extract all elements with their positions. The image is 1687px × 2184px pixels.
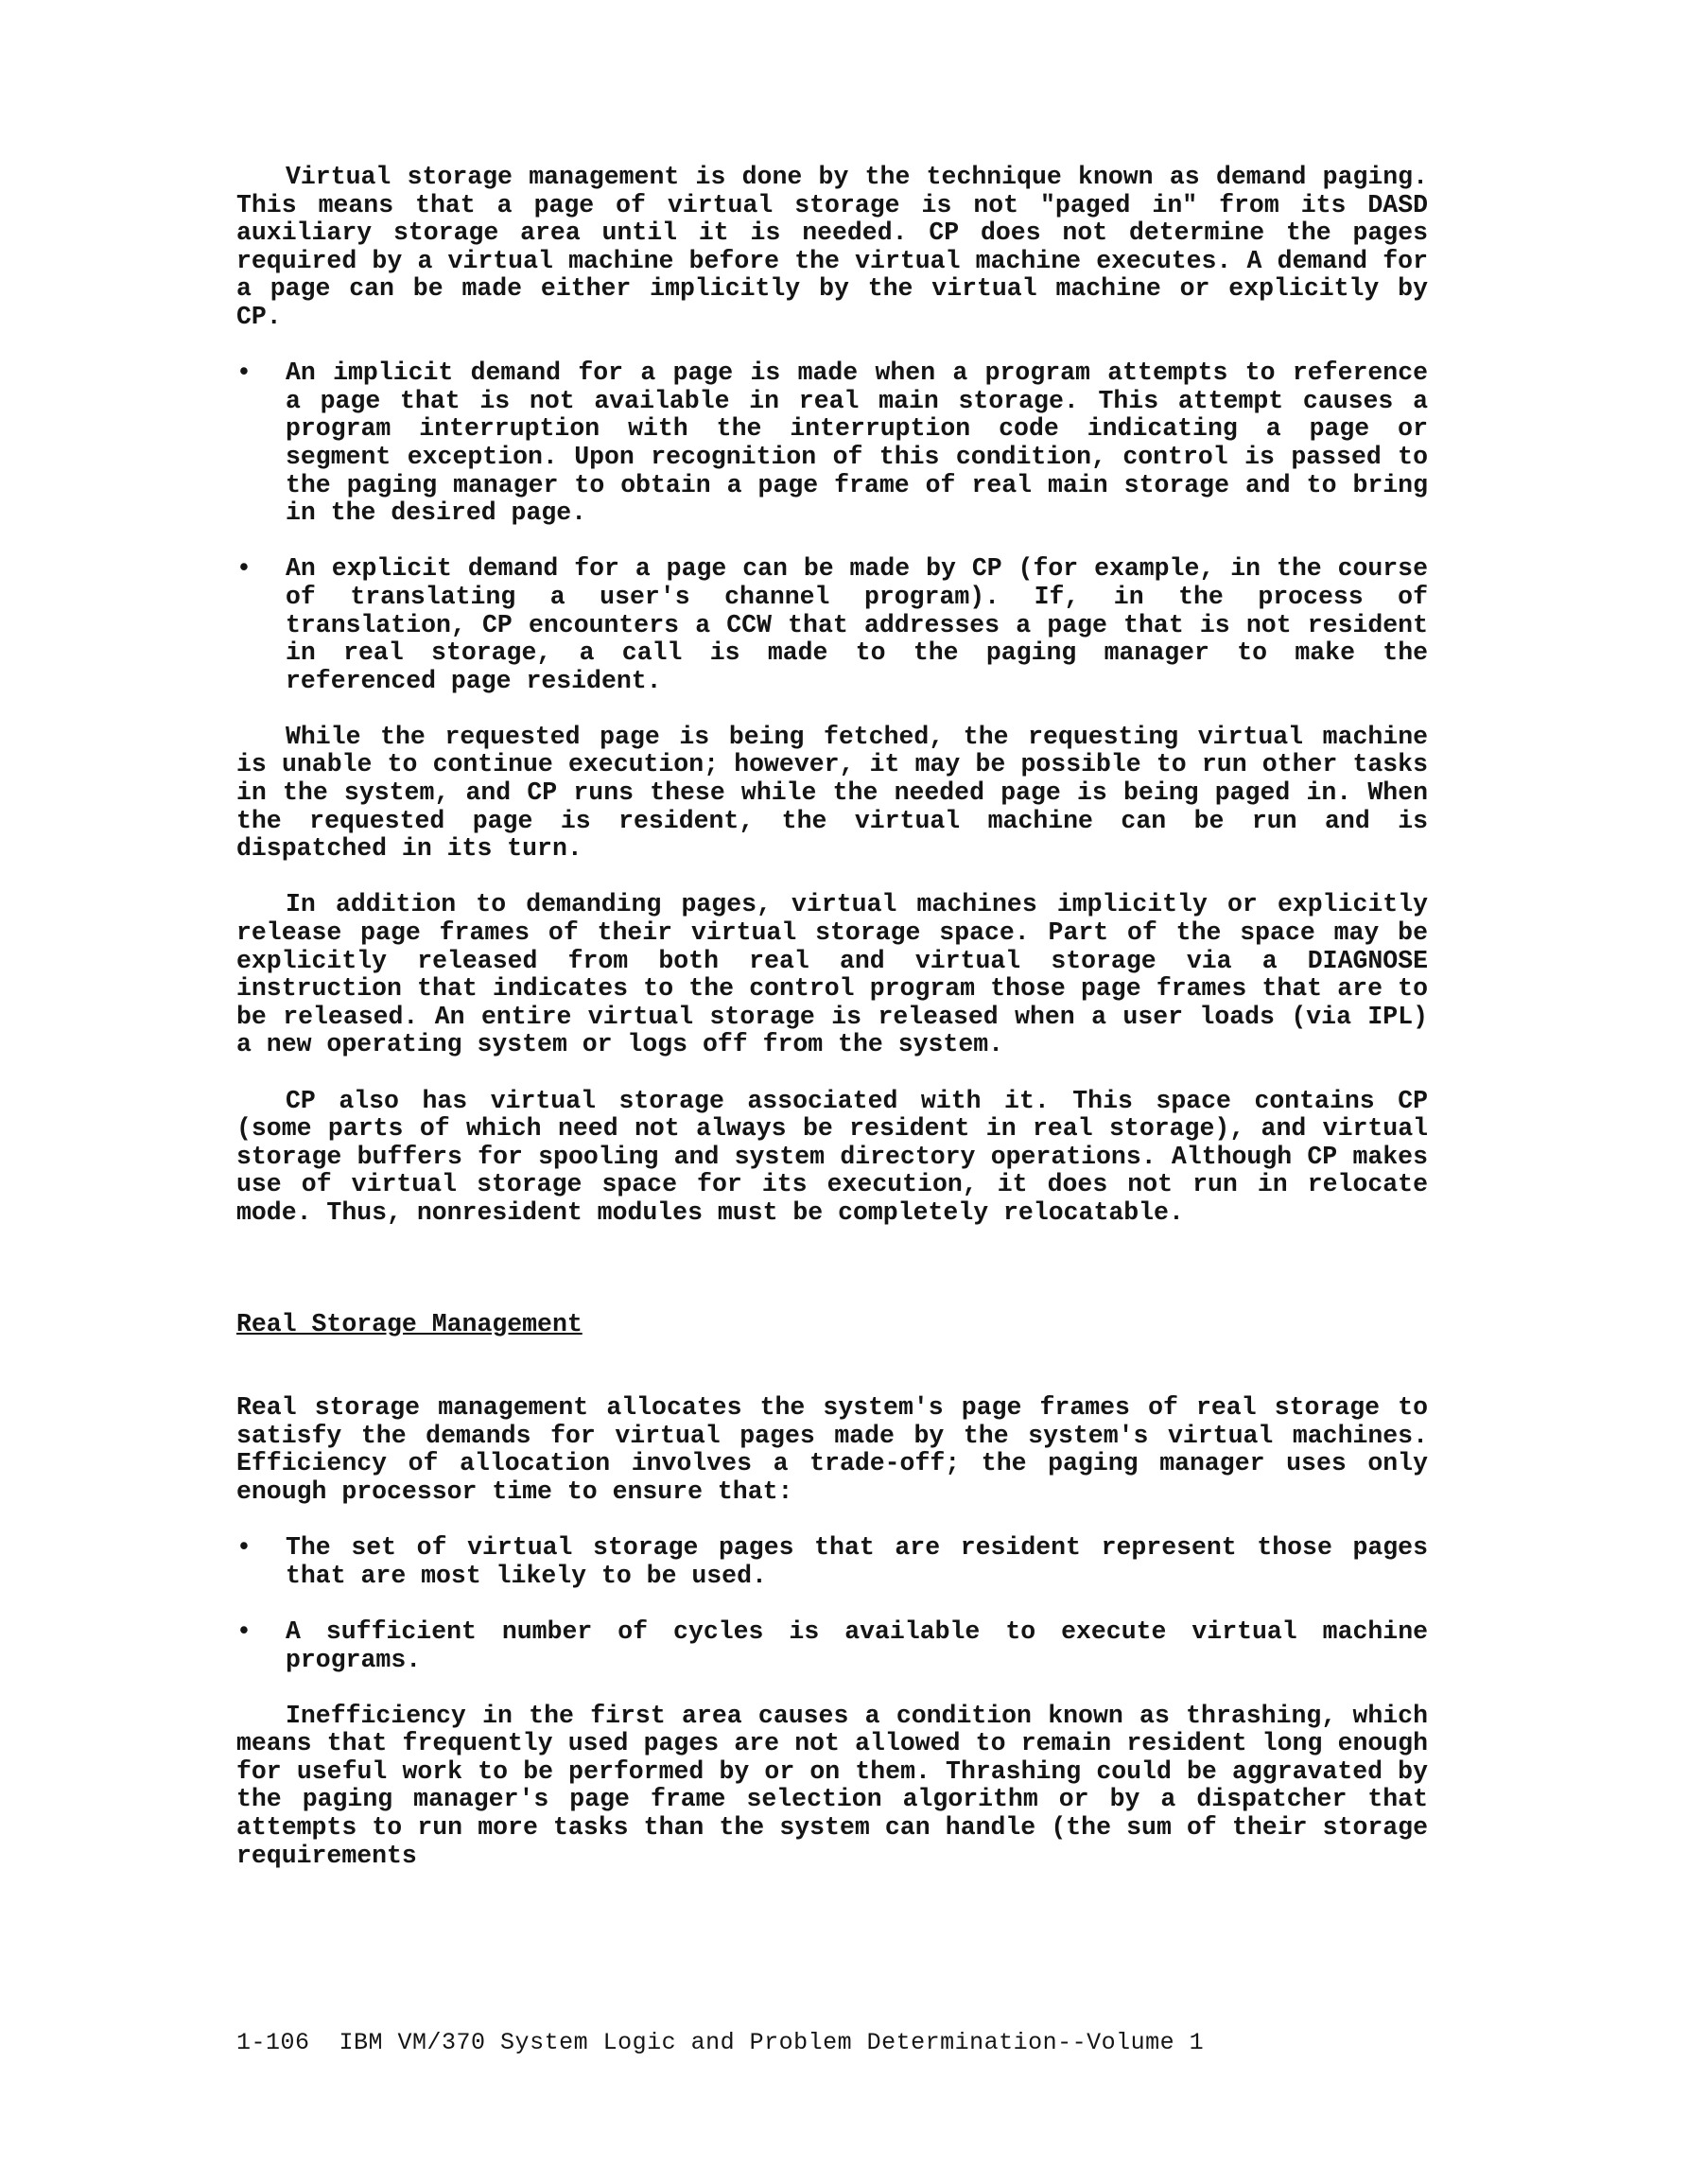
paragraph-real-storage: Real storage management allocates the system's page frames of real storage to satisfy the demands for virtual pages made by the system's virtual machines. Efficiency of allocation involves a trade-off; the paging manager uses only enough processor time to ensure that:: [236, 1393, 1428, 1506]
list-item: [236, 1618, 1428, 1674]
list-item: [236, 359, 1428, 528]
list-item: [236, 1534, 1428, 1590]
list-item-text: An explicit demand for a page can be made by CP (for example, in the course of translating a user's channel program). If, in the process of translation, CP encounters a CCW that addresses a page that is not resident in real storage, a call is made to the paging manager to make the referenced page resident.: [286, 554, 1428, 695]
paragraph-page-release: In addition to demanding pages, virtual machines implicitly or explicitly release page frames of their virtual storage space. Part of the space may be explicitly released from both real and virtual storage via a DIAGNOSE instruction that indicates to the control program those page frames that are to be released. An entire virtual storage is released when a user loads (via IPL) a new operating system or logs off from the system.: [236, 890, 1428, 1059]
document-page: [236, 164, 1428, 1870]
bullet-list-efficiency: [236, 1534, 1428, 1674]
bullet-list-demand-types: [236, 359, 1428, 695]
bullet-icon: •: [236, 358, 252, 388]
paragraph-demand-paging: Virtual storage management is done by the technique known as demand paging. This means that a page of virtual storage is not "paged in" from its DASD auxiliary storage area until it is needed. CP does not determine the pages required by a virtual machine before the virtual machine executes. A demand for a page can be made either implicitly by the virtual machine or explicitly by CP.: [236, 163, 1428, 331]
section-heading: Real Storage Management: [236, 1309, 583, 1338]
page-number: 1-106: [236, 2029, 310, 2056]
footer-title: IBM VM/370 System Logic and Problem Determination--Volume 1: [339, 2029, 1205, 2056]
list-item-text: A sufficient number of cycles is available to execute virtual machine programs.: [286, 1616, 1428, 1674]
list-item-text: An implicit demand for a page is made when a program attempts to reference a page that is not available in real main storage. This attempt causes a program interruption with the interruption code indicating a page or segment exception. Upon recognition of this condition, control is passed to the paging manager to obtain a page frame of real main storage and to bring in the desired page.: [286, 358, 1428, 528]
page-footer: [236, 2029, 1204, 2057]
list-item: [236, 555, 1428, 695]
paragraph-page-fetch: While the requested page is being fetched, the requesting virtual machine is unable to continue execution; however, it may be possible to run other tasks in the system, and CP runs these while the needed page is being paged in. When the requested page is resident, the virtual machine can be run and is dispatched in its turn.: [236, 722, 1428, 864]
paragraph-cp-virtual-storage: CP also has virtual storage associated with it. This space contains CP (some parts of which need not always be resident in real storage), and virtual storage buffers for spooling and system directory operations. Although CP makes use of virtual storage space for its execution, it does not run in relocate mode. Thus, nonresident modules must be completely relocatable.: [236, 1086, 1428, 1227]
paragraph-thrashing: Inefficiency in the first area causes a condition known as thrashing, which means that frequently used pages are not allowed to remain resident long enough for useful work to be performed by or on them. Thrashing could be aggravated by the paging manager's page frame selection algorithm or by a dispatcher that attempts to run more tasks than the system can handle (the sum of their storage requirements: [236, 1701, 1428, 1870]
bullet-icon: •: [236, 554, 252, 584]
bullet-icon: •: [236, 1533, 252, 1563]
list-item-text: The set of virtual storage pages that are resident represent those pages that are most likely to be used.: [286, 1533, 1428, 1590]
bullet-icon: •: [236, 1616, 252, 1646]
